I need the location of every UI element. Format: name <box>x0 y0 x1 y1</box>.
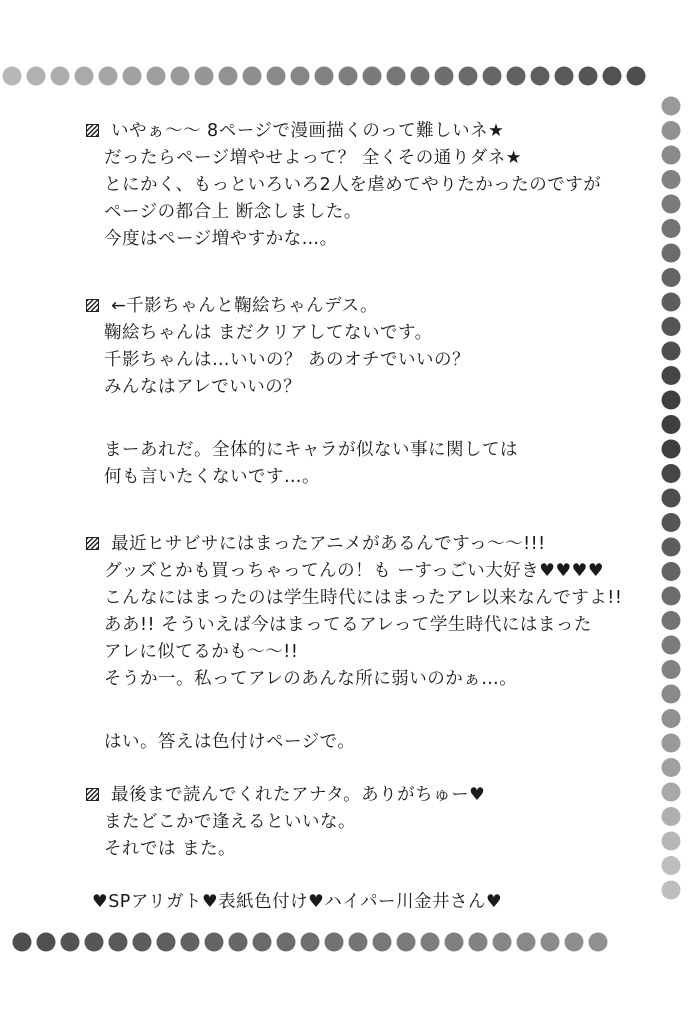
border-dot <box>662 219 681 238</box>
note-line: 鞠絵ちゃんは まだクリアしてないです。 <box>104 323 433 343</box>
note-line: グッズとかも買っちゃってんの！も ーすっごい大好き♥♥♥♥ <box>104 561 605 581</box>
border-dot <box>27 67 46 86</box>
right-dot-column <box>662 97 681 900</box>
border-dot <box>147 67 166 86</box>
border-dot <box>37 933 56 952</box>
border-dot <box>123 67 142 86</box>
border-dot <box>13 933 32 952</box>
border-dot <box>373 933 392 952</box>
border-dot <box>662 685 681 704</box>
border-dot <box>411 67 430 86</box>
note-line: はい。答えは色付けページで。 <box>104 732 356 752</box>
credits-line: ♥SPアリガト♥表紙色付け♥ハイパー川金井さん♥ <box>92 892 503 912</box>
border-dot <box>493 933 512 952</box>
note-line: そうか一。私ってアレのあんな所に弱いのかぁ…。 <box>104 669 518 689</box>
note-line: だったらページ増やせよって？ 全くその通りダネ★ <box>104 148 522 168</box>
note-line: 何も言いたくないです…。 <box>104 467 320 487</box>
border-dot <box>662 881 681 900</box>
border-dot <box>662 513 681 532</box>
border-dot <box>662 783 681 802</box>
note-section-2 <box>86 293 626 491</box>
note-line: それでは また。 <box>104 839 237 859</box>
border-dot <box>662 660 681 679</box>
border-dot <box>507 67 526 86</box>
border-dot <box>662 195 681 214</box>
border-dot <box>662 611 681 630</box>
border-dot <box>109 933 128 952</box>
border-dot <box>662 293 681 312</box>
border-dot <box>445 933 464 952</box>
border-dot <box>555 67 574 86</box>
border-dot <box>157 933 176 952</box>
note-line: みんなはアレでいいの？ <box>104 377 302 397</box>
border-dot <box>301 933 320 952</box>
border-dot <box>662 538 681 557</box>
note-line: まーあれだ。全体的にキャラが似ない事に関しては <box>104 440 518 460</box>
note-line: またどこかで逢えるといいな。 <box>104 812 356 832</box>
border-dot <box>662 856 681 875</box>
border-dot <box>627 67 646 86</box>
hatched-square-bullet-icon <box>86 537 99 550</box>
border-dot <box>363 67 382 86</box>
border-dot <box>662 440 681 459</box>
note-line: とにかく、もっといろいろ2人を虐めてやりたかったのですが <box>104 175 602 195</box>
note-line: こんなにはまったのは学生時代にはまったアレ以来なんですよ!! <box>104 588 623 608</box>
border-dot <box>85 933 104 952</box>
border-dot <box>253 933 272 952</box>
border-dot <box>349 933 368 952</box>
note-line: アレに似てるかも〜〜!! <box>104 642 299 662</box>
border-dot <box>291 67 310 86</box>
border-dot <box>662 636 681 655</box>
note-line: いやぁ〜〜 8ページで漫画描くのって難しいネ★ <box>111 121 505 141</box>
hatched-square-bullet-icon <box>86 788 99 801</box>
border-dot <box>99 67 118 86</box>
bottom-dot-row <box>13 933 608 952</box>
border-dot <box>3 67 22 86</box>
border-dot <box>397 933 416 952</box>
border-dot <box>662 832 681 851</box>
note-line: ああ!! そういえば今はまってるアレって学生時代にはまった <box>104 615 592 635</box>
border-dot <box>243 67 262 86</box>
note-line: 今度はページ増やすかな…。 <box>104 229 338 249</box>
hatched-square-bullet-icon <box>86 124 99 137</box>
note-section-4 <box>86 782 626 863</box>
note-line: ページの都合上 断念しました。 <box>104 202 362 222</box>
border-dot <box>662 415 681 434</box>
border-dot <box>75 67 94 86</box>
border-dot <box>387 67 406 86</box>
afterword-text <box>86 118 626 863</box>
border-dot <box>315 67 334 86</box>
note-line: 最近ヒサビサにはまったアニメがあるんですっ〜〜!!! <box>111 534 546 554</box>
border-dot <box>51 67 70 86</box>
border-dot <box>662 464 681 483</box>
border-dot <box>662 489 681 508</box>
note-section-3 <box>86 531 626 756</box>
note-line: ←千影ちゃんと鞠絵ちゃんデス。 <box>111 296 378 316</box>
border-dot <box>662 734 681 753</box>
border-dot <box>181 933 200 952</box>
border-dot <box>662 121 681 140</box>
border-dot <box>662 758 681 777</box>
border-dot <box>325 933 344 952</box>
border-dot <box>579 67 598 86</box>
border-dot <box>662 244 681 263</box>
border-dot <box>61 933 80 952</box>
border-dot <box>662 366 681 385</box>
note-line: 最後まで読んでくれたアナタ。ありがちゅー♥ <box>111 785 486 805</box>
border-dot <box>205 933 224 952</box>
border-dot <box>171 67 190 86</box>
border-dot <box>662 342 681 361</box>
border-dot <box>277 933 296 952</box>
hatched-square-bullet-icon <box>86 299 99 312</box>
border-dot <box>133 933 152 952</box>
border-dot <box>195 67 214 86</box>
border-dot <box>469 933 488 952</box>
border-dot <box>662 146 681 165</box>
note-line: 千影ちゃんは…いいの？ あのオチでいいの？ <box>104 350 471 370</box>
border-dot <box>662 268 681 287</box>
border-dot <box>421 933 440 952</box>
border-dot <box>459 67 478 86</box>
border-dot <box>435 67 454 86</box>
border-dot <box>267 67 286 86</box>
border-dot <box>662 391 681 410</box>
border-dot <box>662 807 681 826</box>
border-dot <box>662 709 681 728</box>
border-dot <box>662 587 681 606</box>
border-dot <box>339 67 358 86</box>
border-dot <box>662 317 681 336</box>
border-dot <box>589 933 608 952</box>
border-dot <box>662 170 681 189</box>
border-dot <box>565 933 584 952</box>
border-dot <box>541 933 560 952</box>
border-dot <box>483 67 502 86</box>
border-dot <box>531 67 550 86</box>
border-dot <box>517 933 536 952</box>
border-dot <box>603 67 622 86</box>
border-dot <box>229 933 248 952</box>
border-dot <box>662 562 681 581</box>
top-dot-row <box>3 67 646 86</box>
note-section-1 <box>86 118 626 253</box>
border-dot <box>662 97 681 116</box>
border-dot <box>219 67 238 86</box>
